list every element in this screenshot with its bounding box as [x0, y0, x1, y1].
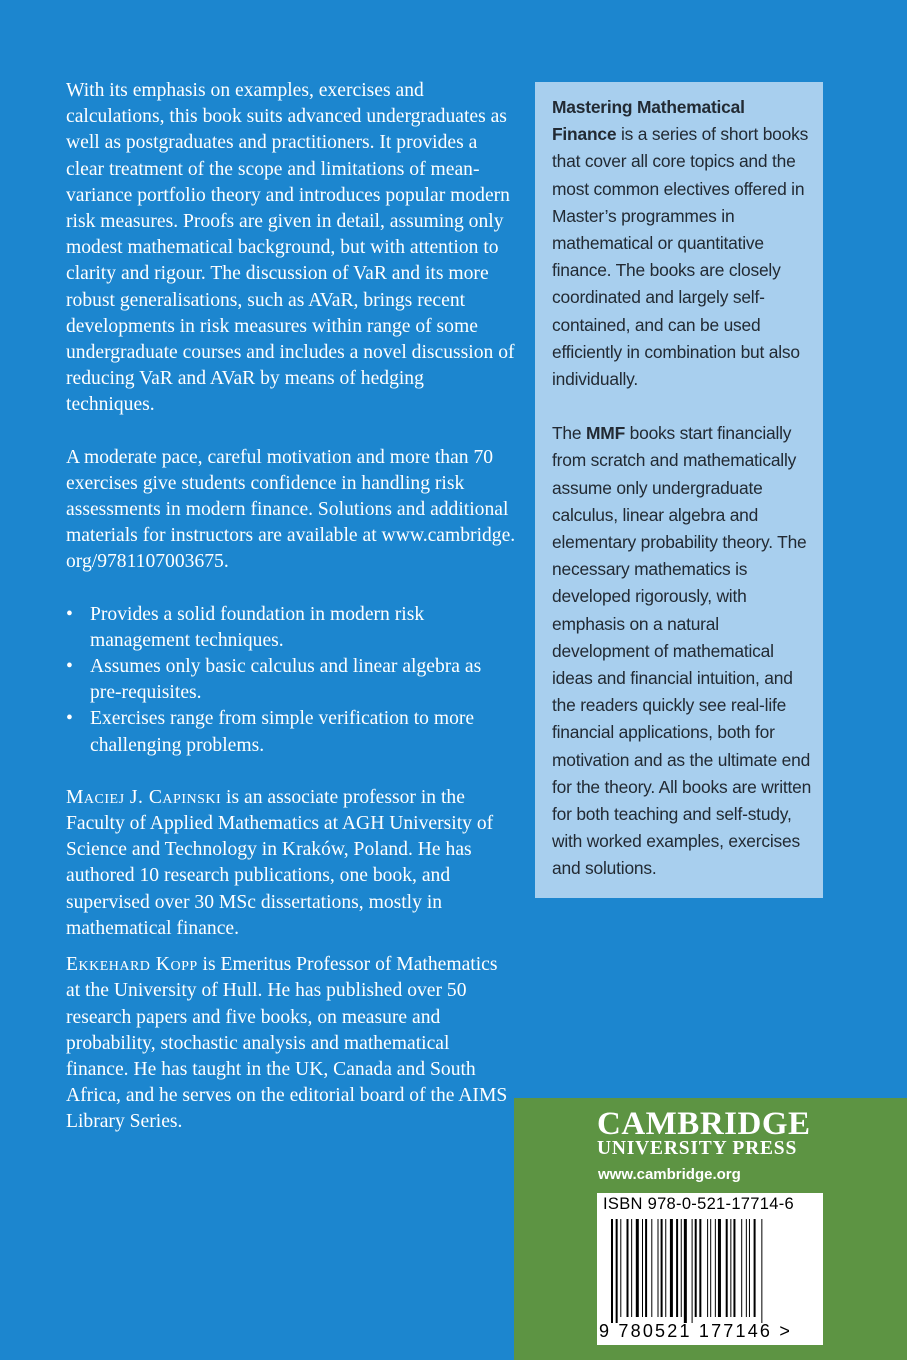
list-item: [66, 654, 516, 706]
barcode-bar: [616, 1219, 618, 1323]
barcode-bar: [670, 1219, 673, 1317]
barcode-bar: [710, 1219, 711, 1317]
barcode-bar: [695, 1219, 697, 1317]
publisher-url: www.cambridge.org: [598, 1166, 741, 1183]
author-bio-text: is Emeritus Professor of Mathematics at the University of Hull. He has published over 50 research papers and five books, on measure and probability, stochastic analysis and mathematical finance. He has taught in the UK, Canada and South Africa, and he serves on the editorial board of the AIMS Library Series.: [66, 954, 508, 1133]
series-text-2: books start financially from scratch and mathematically assume only undergraduate calculus, linear algebra and elementary probability theory. The necessary mathematics is developed rigorously, with emphasis on a natural development of mathematical ideas and financial intuition, and the readers quickly see real-life financial applications, both for motivation and as the ultimate end for the theory. All books are written for both teaching and self-study, with worked examples, exercises and solutions.: [552, 423, 812, 879]
description-paragraph-1: With its emphasis on examples, exercises and calculations, this book suits advanced undergraduates as well as postgraduates and practitioners. It provides a clear treatment of the scope and limitations of mean-variance portfolio theory and introduces popular modern risk measures. Proofs are given in detail, assuming only modest mathematical background, but with attention to clarity and rigour. The discussion of VaR and its more robust generalisations, such as AVaR, brings recent developments in risk measures within range of some undergraduate courses and includes a novel discussion of reducing VaR and AVaR by means of hedging techniques.: [66, 80, 515, 416]
list-item-text: Exercises range from simple verification to more challenging problems.: [90, 708, 475, 756]
bullet-icon: •: [66, 603, 73, 625]
author-name: Ekkehard Kopp: [66, 954, 198, 976]
barcode-bar: [676, 1219, 678, 1317]
series-paragraph-1: [552, 94, 813, 393]
barcode-bar: [741, 1219, 742, 1317]
barcode-bar: [642, 1219, 643, 1317]
barcode-label: [597, 1193, 823, 1345]
series-text-1: is a series of short books that cover all core topics and the most common electives offered in Master’s programmes in mathematical or quantitative finance. The books are closely coordinated and largely self-contained, and can be used efficiently in combination but also individually.: [552, 124, 809, 390]
barcode-bar: [658, 1219, 659, 1317]
author-bio-capinski: [66, 785, 516, 942]
barcode-bar: [627, 1219, 629, 1317]
barcode-bar: [665, 1219, 666, 1317]
barcode-bar: [749, 1219, 750, 1317]
list-item: [66, 706, 516, 758]
barcode-bar: [620, 1219, 621, 1317]
author-bio-text: is an associate professor in the Faculty of Applied Mathematics at AGH University of Science and Technology in Kraków, Poland. He has authored 10 research publications, one book, and supervised over 30 MSc dissertations, mostly in mathematical finance.: [66, 786, 494, 939]
barcode-bar: [726, 1219, 728, 1317]
series-paragraph-2: [552, 420, 813, 882]
barcode-bar: [733, 1219, 735, 1317]
barcode-bar: [746, 1219, 747, 1317]
isbn-number: ISBN 978-0-521-17714-6: [603, 1195, 794, 1213]
barcode-bar: [692, 1219, 693, 1323]
publisher-panel: [514, 1098, 907, 1360]
barcode-bar: [661, 1219, 663, 1317]
barcode-bar: [681, 1219, 682, 1317]
series-title: Mastering Mathematical Finance: [552, 97, 745, 145]
publisher-name: CAMBRIDGE: [597, 1106, 811, 1142]
ean-digits: 9 780521 177146 >: [599, 1321, 793, 1341]
bullet-icon: •: [66, 708, 73, 730]
barcode-bar: [730, 1219, 731, 1317]
barcode-bar: [636, 1219, 639, 1317]
barcode-bar: [754, 1219, 756, 1317]
barcode-bar: [761, 1219, 762, 1323]
description-paragraph-2: A moderate pace, careful motivation and more than 70 exercises give students confidence in handling risk assessments in modern finance. Solutions and additional materials for instructors are available at www.cambridge. org/9781107003675.: [66, 446, 516, 573]
barcode-bar: [699, 1219, 701, 1317]
publisher-press: UNIVERSITY PRESS: [597, 1138, 798, 1159]
list-item: [66, 602, 516, 654]
back-cover-text: [66, 78, 516, 1136]
bullet-icon: •: [66, 656, 73, 678]
author-name: Maciej J. Capinski: [66, 786, 222, 808]
series-abbreviation: MMF: [586, 423, 625, 444]
list-item-text: Assumes only basic calculus and linear algebra as pre-requisites.: [90, 656, 482, 704]
barcode-bar: [651, 1219, 652, 1317]
author-bio-kopp: [66, 952, 516, 1135]
barcode-bar: [684, 1219, 687, 1323]
barcode-bar: [715, 1219, 716, 1317]
list-item-text: Provides a solid foundation in modern risk management techniques.: [90, 603, 425, 651]
barcode-bar: [631, 1219, 632, 1317]
barcode-bar: [645, 1219, 647, 1317]
series-text-2-start: The: [552, 423, 586, 444]
series-info-box: [535, 82, 823, 898]
barcode-bar: [611, 1219, 613, 1323]
barcode-bar: [707, 1219, 708, 1317]
feature-list: [66, 602, 516, 759]
barcode-bar: [718, 1219, 721, 1317]
